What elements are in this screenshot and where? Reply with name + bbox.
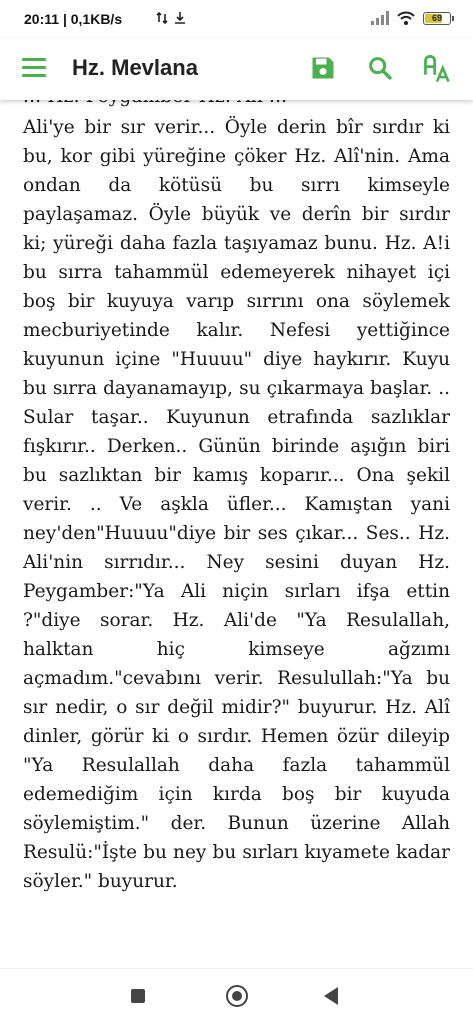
search-button[interactable] [366,54,396,84]
app-bar [0,38,473,100]
search-icon [366,54,394,82]
home-circle-icon[interactable] [226,985,248,1007]
save-icon [309,54,337,82]
hamburger-menu-icon[interactable] [22,58,46,78]
back-triangle-icon[interactable] [324,987,338,1005]
status-right [371,11,451,25]
signal-icon [371,11,389,25]
status-separator: | [62,11,71,27]
clock: 20:11 [24,11,60,27]
status-time [24,11,122,27]
font-size-button[interactable] [423,54,453,84]
notification-icons [155,11,187,28]
download-icon [173,11,187,25]
save-button[interactable] [309,54,339,84]
battery-icon [423,12,451,25]
article-body: Ali'ye bir sır verir... Öyle derin bîr sırdır ki bu, kor gibi yüreğine çöker Hz. Alî'nin. Ama ondan da kötüsü bu sırrı kimseyle paylaşamaz. Öyle büyük ve derîn bir sırdır ki; yüreği daha fazla taşıyamaz bunu. Hz. A!i bu sırra tahammül edemeyerek nihayet içi boş bir kuyuya varıp sırrını ona söylemek mecburiyetinde kalır. Nefesi yettiğince kuyunun içine "Huuuu" diye haykırır. Kuyu bu sırra dayanamayıp, su çıkarmaya başlar. .. Sular taşar.. Kuyunun etrafında sazlıklar fışkırır.. Derken.. Günün birinde aşığın biri bu sazlıktan bir kamış koparır... Ona şekil verir. .. Ve aşkla üfler... Kamıştan yani ney'den"Huuuu"diye bir ses çıkar... Ses.. Hz. Ali'nin sırrıdır... Ney sesini duyan Hz. Peygamber:"Ya Ali niçin sırları ifşa ettin ?"diye sorar. Hz. Ali'de "Ya Resulallah, halktan hiç kimseye ağzımı açmadım."cevabını verir. Resulullah:"Ya bu sır nedir, o sır değil midir?" buyurur. Hz. Alî dinler, görür ki o sırdır. Hemen özür dileyip "Ya Resulallah daha fazla tahammül edemediğim için kırda boş bir kuyuda söylemiştim." der. Bunun üzerine Allah Resulü:"İşte bu ney bu sırları kıyamete kadar söyler." buyurur. [23,117,450,892]
status-bar [0,0,473,38]
reading-content[interactable] [0,100,473,968]
network-speed: 0,1KB/s [70,11,123,27]
system-nav-bar [0,968,473,1025]
wifi-icon [397,11,415,25]
battery-level: 69 [431,13,442,23]
font-size-icon [423,54,451,84]
data-transfer-icon [155,11,169,25]
recents-square-icon[interactable] [131,989,145,1003]
page-title: Hz. Mevlana [72,55,198,80]
